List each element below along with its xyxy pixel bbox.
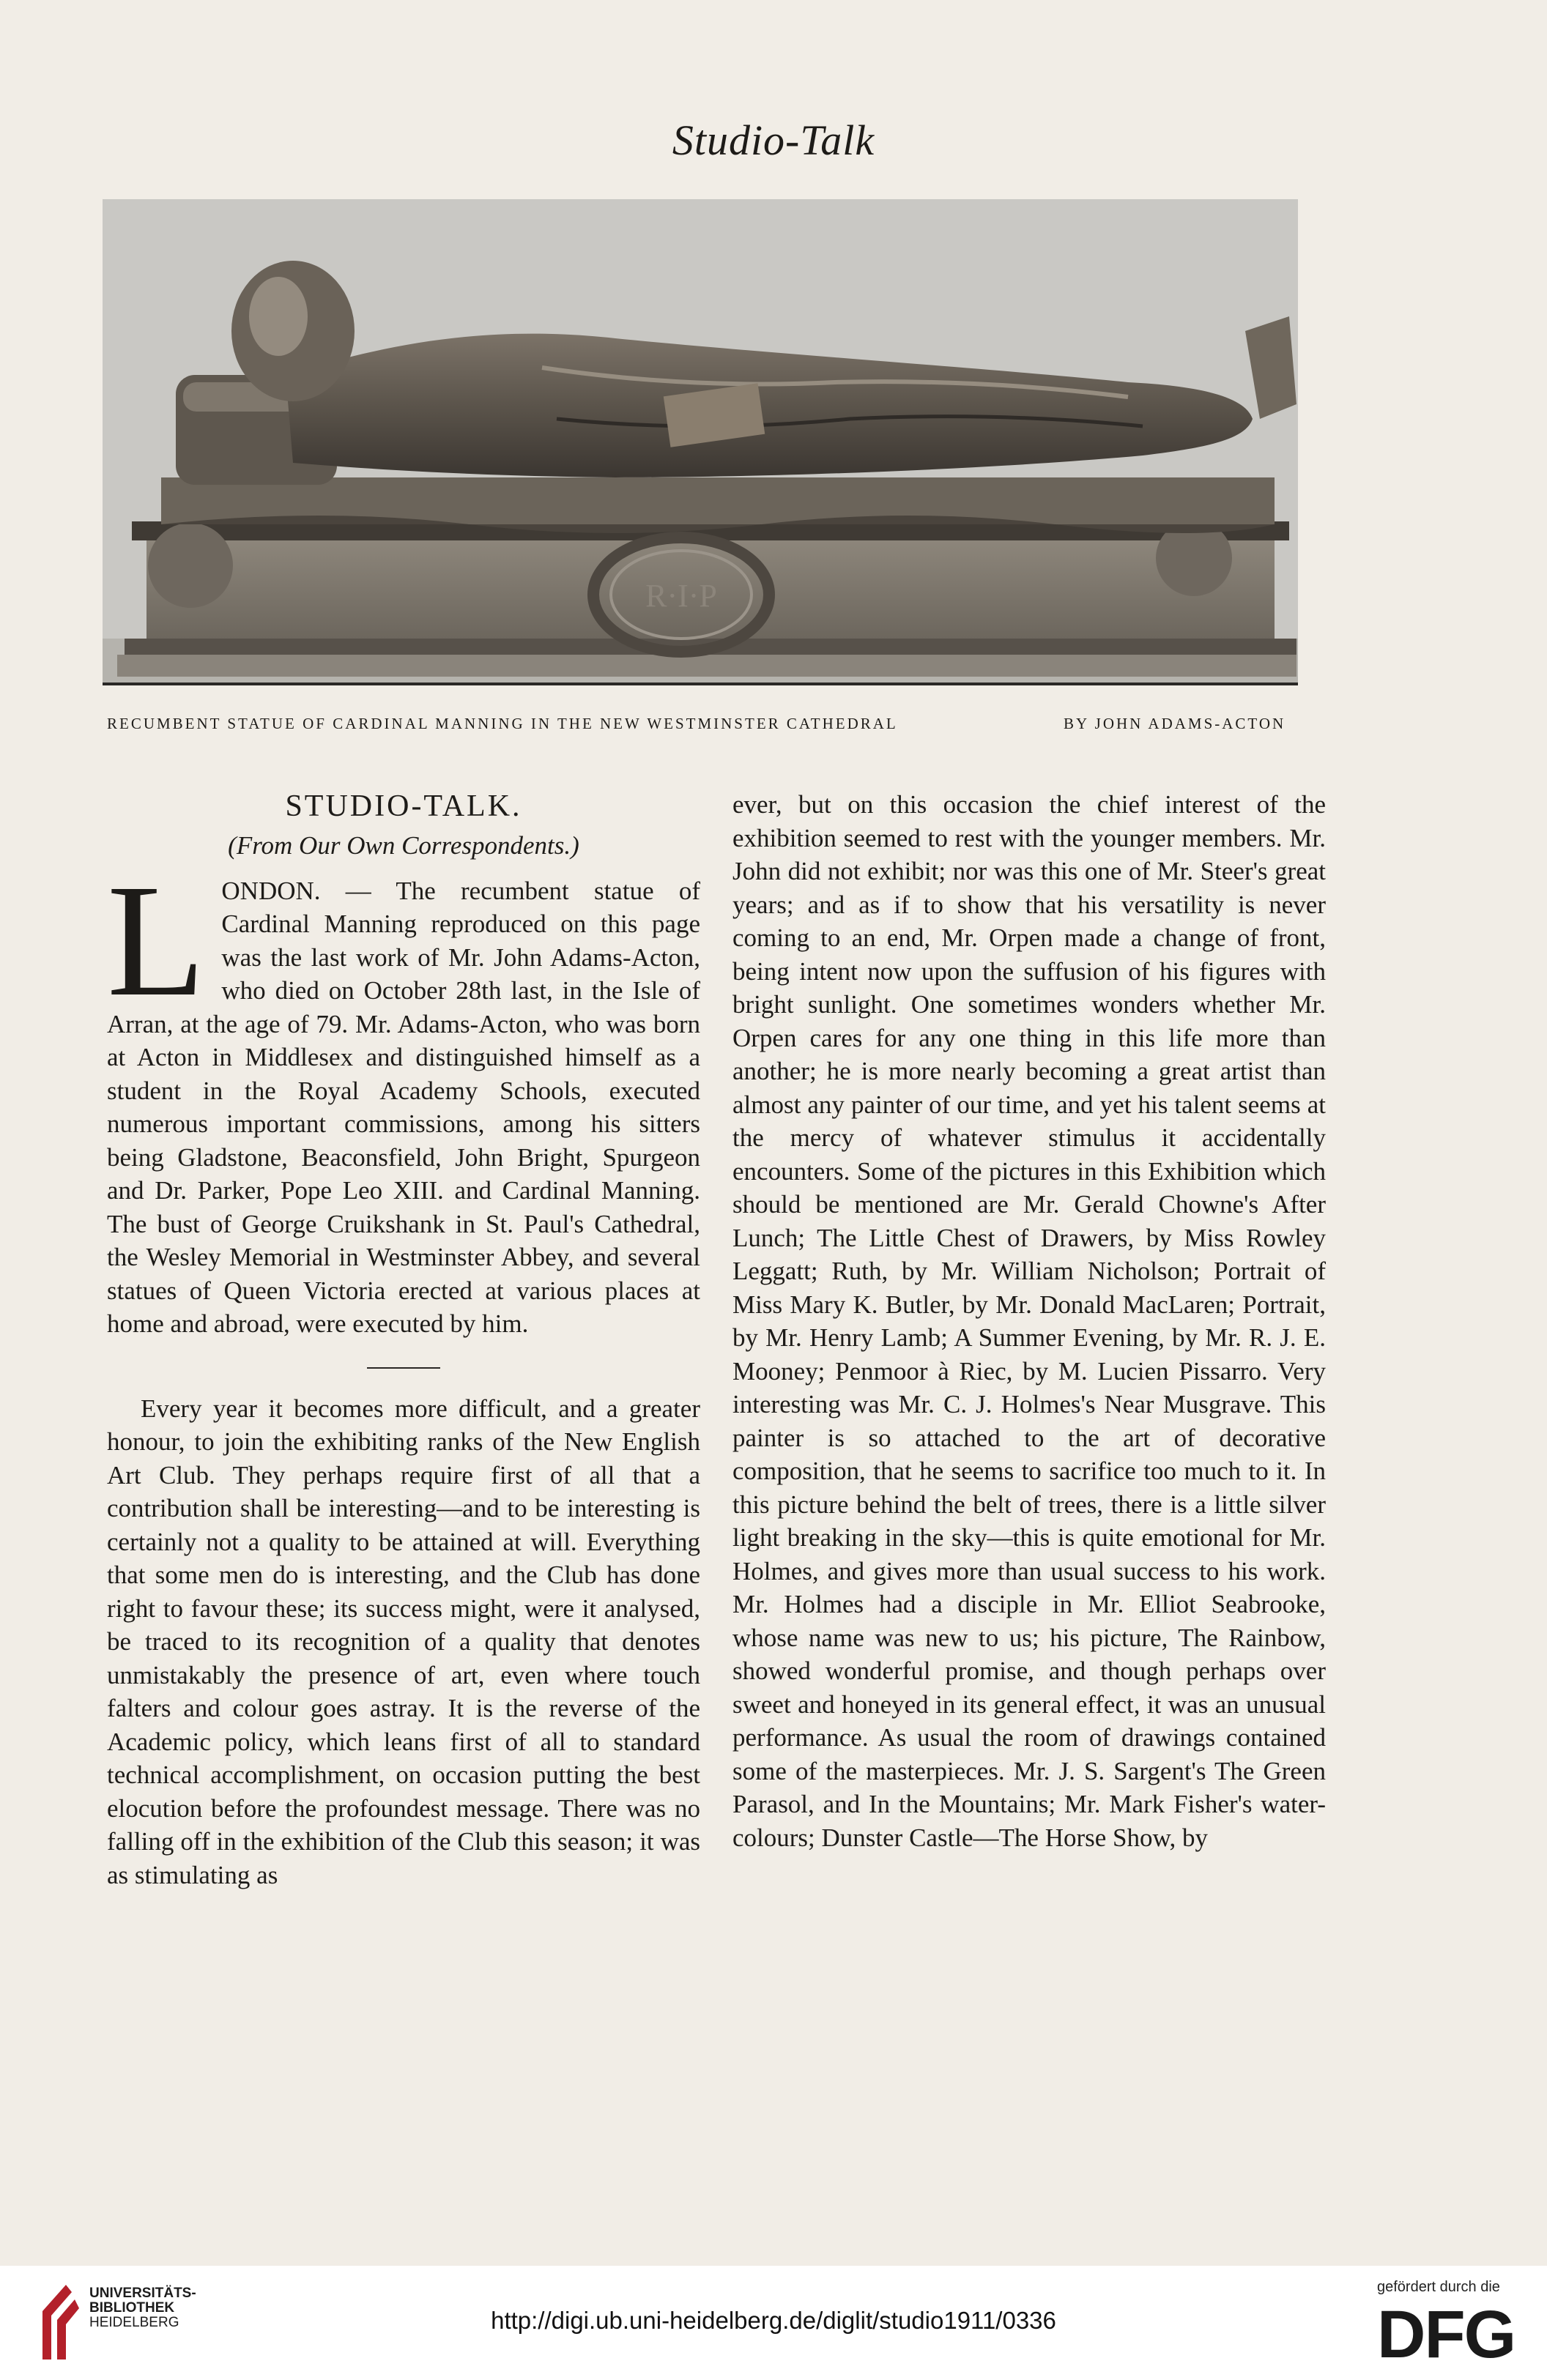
dfg-logo: DFG xyxy=(1377,2297,1516,2372)
statue-photograph xyxy=(103,199,1298,685)
recumbent-statue-illustration xyxy=(103,199,1298,683)
paragraph-london-text: ONDON. — The recumbent statue of Cardinal Manning reproduced on this page was the last work of Mr. John Adams-Acton, who died on October 28th last, in the Isle of Arran, at the age of 79. Mr. Adams-Acton, who was born at Acton in Middlesex and distinguished himself as a student in the Royal Academy Schools, executed numerous important commissions, among his sitters being Gladstone, Beaconsfield, John Bright, Spurgeon and Dr. Parker, Pope Leo XIII. and Cardinal Manning. The bust of George Cruikshank in St. Paul's Cathedral, the Wesley Memorial in Westminster Abbey, and several statues of Queen Victoria erected at various places at home and abroad, were executed by him. xyxy=(107,876,700,1338)
university-library-name: UNIVERSITÄTS- BIBLIOTHEK HEIDELBERG xyxy=(89,2286,196,2330)
paragraph-london xyxy=(107,850,700,1341)
article-subtitle: (From Our Own Correspondents.) xyxy=(228,831,579,860)
digitization-url-link[interactable]: http://digi.ub.uni-heidelberg.de/diglit/studio1911/0336 xyxy=(491,2307,1056,2334)
right-column xyxy=(732,788,1326,1854)
figure-credit: BY JOHN ADAMS-ACTON xyxy=(1064,715,1286,732)
funding-label: gefördert durch die xyxy=(1377,2279,1500,2295)
digitization-footer xyxy=(0,2266,1547,2380)
figure-caption: RECUMBENT STATUE OF CARDINAL MANNING IN THE NEW WESTMINSTER CATHEDRAL xyxy=(107,715,898,732)
running-title: Studio-Talk xyxy=(672,116,875,164)
left-column xyxy=(107,788,700,1892)
paragraph-new-english-art-club: Every year it becomes more difficult, and a greater honour, to join the exhibiting ranks of the New English Art Club. They perhaps require first of all that a contribution shall be interesting—and to be interesting is certainly not a quality to be attained at will. Everything that some men do is interesting, and the Club has done right to favour these; its success might, were it analysed, be traced to its recognition of a quality that denotes unmistakably the presence of art, even where touch falters and colour goes astray. It is the reverse of the Academic policy, which leans first of all to standard technical accomplishment, on occasion putting the best elocution before the profoundest message. There was no falling off in the exhibition of the Club this season; it was as stimulating as xyxy=(107,1394,700,1889)
drop-cap: L xyxy=(107,850,206,1030)
article-title: STUDIO-TALK. xyxy=(285,789,522,823)
paragraph-exhibition: ever, but on this occasion the chief interest of the exhibition seemed to rest with the younger members. Mr. John did not exhibit; nor was this one of Mr. Steer's great years; and as if to show that his versatility is never coming to an end, Mr. Orpen made a change of front, being intent now upon the suffusion of his figures with bright sunlight. One sometimes wonders whether Mr. Orpen cares for any one thing in this life more than another; he is more nearly becoming a great artist than almost any painter of our time, and yet his talent seems at the mercy of whatever stimulus it accidentally encounters. Some of the pictures in this Exhibition which should be mentioned are Mr. Gerald Chowne's After Lunch; The Little Chest of Drawers, by Miss Rowley Leggatt; Ruth, by Mr. William Nicholson; Portrait of Miss Mary K. Butler, by Mr. Donald MacLaren; Portrait, by Mr. Henry Lamb; A Summer Evening, by Mr. R. J. E. Mooney; Penmoor à Riec, by M. Lucien Pissarro. Very interesting was Mr. C. J. Holmes's Near Musgrave. This painter is so attached to the art of decorative composition, that he seems to sacrifice too much to it. In this picture behind the belt of trees, there is a little silver light breaking in the sky—this is quite emotional for Mr. Holmes, and gives more than usual success to his work. Mr. Holmes had a disciple in Mr. Elliot Seabrooke, whose name was new to us; his picture, The Rainbow, showed wonderful promise, and though perhaps over sweet and honeyed in its general effect, it was an unusual performance. As usual the room of drawings contained some of the masterpieces. Mr. J. S. Sargent's The Green Parasol, and In the Mountains; Mr. Mark Fisher's water-colours; Dunster Castle—The Horse Show, by xyxy=(732,790,1326,1852)
section-divider xyxy=(367,1367,440,1369)
rip-monogram: R·I·P xyxy=(645,578,717,614)
